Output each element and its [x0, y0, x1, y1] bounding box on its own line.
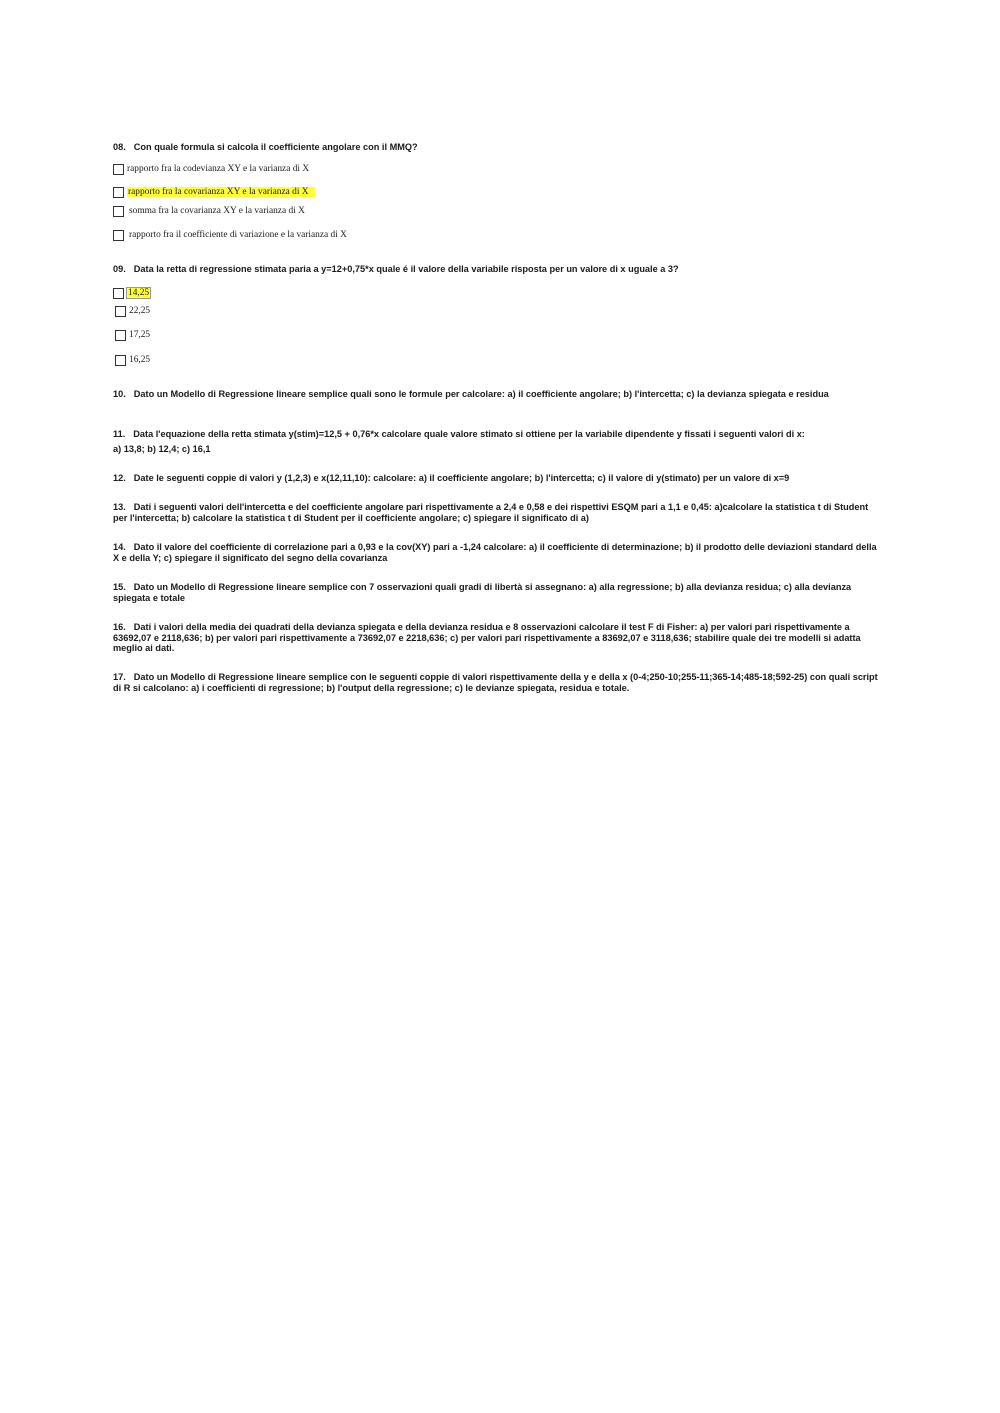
q08-option-3[interactable]	[113, 204, 305, 218]
question-number: 15.	[113, 582, 126, 592]
q08-option-4[interactable]	[113, 228, 347, 242]
option-label-highlighted: 14,25	[128, 288, 150, 298]
question-number: 08.	[113, 142, 126, 152]
q08-option-1[interactable]	[113, 162, 309, 176]
q08-option-2[interactable]	[113, 185, 315, 199]
question-text: Data l'equazione della retta stimata y(stim)=12,5 + 0,76*x calcolare quale valore stimato si ottiene per la variabile dipendente y fissati i seguenti valori di x:	[133, 429, 805, 439]
question-text: Date le seguenti coppie di valori y (1,2,3) e x(12,11,10): calcolare: a) il coefficiente angolare; b) l'intercetta; c) il valore di y(stimato) per un valore di x=9	[133, 473, 790, 483]
question-number: 12.	[113, 473, 126, 483]
question-text: Dato un Modello di Regressione lineare semplice quali sono le formule per calcolare: a) il coefficiente angolare; b) l'intercetta; c) la devianza spiegata e residua	[133, 389, 829, 399]
question-11	[113, 429, 883, 440]
question-15	[113, 582, 883, 603]
question-17	[113, 672, 883, 693]
question-16	[113, 622, 883, 654]
question-text: Data la retta di regressione stimata paria a y=12+0,75*x quale é il valore della variabile risposta per un valore di x uguale a 3?	[133, 264, 679, 274]
question-number: 13.	[113, 502, 126, 512]
question-text: Dato il valore del coefficiente di correlazione pari a 0,93 e la cov(XY) pari a -1,24 calcolare: a) il coefficiente di determinazione; b) il prodotto delle deviazioni standard della X e della Y; c) spiegare il significato del segno della covarianza	[113, 542, 877, 563]
question-number: 16.	[113, 622, 126, 632]
question-number: 14.	[113, 542, 126, 552]
option-label: 17,25	[129, 330, 151, 340]
question-text: Dati i seguenti valori dell'intercetta e del coefficiente angolare pari rispettivamente a 2,4 e 0,58 e dei rispettivi ESQM pari a 1,1 e 0,45: a)calcolare la statistica t di Student per l'intercetta; b) calcolare la statistica t di Student per il coefficiente angolare; c) spiegare il significato di a)	[113, 502, 869, 523]
question-text: Con quale formula si calcola il coefficiente angolare con il MMQ?	[133, 142, 418, 152]
question-number: 17.	[113, 672, 126, 682]
option-label: somma fra la covarianza XY e la varianza di X	[129, 206, 305, 216]
question-09	[113, 264, 883, 275]
checkbox[interactable]	[113, 187, 124, 198]
checkbox[interactable]	[113, 230, 124, 241]
option-label: 16,25	[129, 355, 151, 365]
question-number: 10.	[113, 389, 126, 399]
question-text: Dato un Modello di Regressione lineare semplice con 7 osservazioni quali gradi di libertà si assegnano: a) alla regressione; b) alla devianza residua; c) alla devianza spiegata e totale	[113, 582, 852, 603]
question-13	[113, 502, 883, 523]
question-number: 11.	[113, 429, 126, 439]
question-text: Dato un Modello di Regressione lineare semplice con le seguenti coppie di valori rispettivamente della y e della x (0-4;250-10;255-11;365-14;485-18;592-25) con quali script di R si calcolano: a) i coefficienti di regressione; b) l'output della regressione; c) le devianze spiegata, residua e totale.	[113, 672, 878, 693]
q09-option-3[interactable]	[115, 328, 150, 342]
question-10	[113, 389, 883, 400]
checkbox[interactable]	[115, 355, 126, 366]
q09-option-1[interactable]	[113, 286, 151, 300]
option-label: rapporto fra il coefficiente di variazione e la varianza di X	[129, 230, 347, 240]
checkbox[interactable]	[113, 164, 124, 175]
checkbox[interactable]	[115, 330, 126, 341]
question-12	[113, 473, 883, 484]
checkbox[interactable]	[113, 288, 124, 299]
checkbox[interactable]	[115, 306, 126, 317]
question-text: Dati i valori della media dei quadrati della devianza spiegata e della devianza residua e 8 osservazioni calcolare il test F di Fisher: a) per valori pari rispettivamente a 63692,07 e 2118,636; b) per valori pari rispettivamente a 73692,07 e 2218,636; c) per valori pari rispettivamente a 83692,07 e 3118,636; stabilire quale dei tre modelli si adatta meglio ai dati.	[113, 622, 861, 653]
option-label: rapporto fra la codevianza XY e la varianza di X	[127, 164, 310, 174]
checkbox[interactable]	[113, 206, 124, 217]
question-08	[113, 142, 883, 153]
question-11-values: a) 13,8; b) 12,4; c) 16,1	[113, 444, 211, 454]
option-label-highlighted: rapporto fra la covarianza XY e la varianza di X	[127, 187, 315, 197]
q09-option-2[interactable]	[115, 304, 150, 318]
question-number: 09.	[113, 264, 126, 274]
q09-option-4[interactable]	[115, 353, 150, 367]
question-14	[113, 542, 883, 563]
option-label: 22,25	[129, 306, 151, 316]
